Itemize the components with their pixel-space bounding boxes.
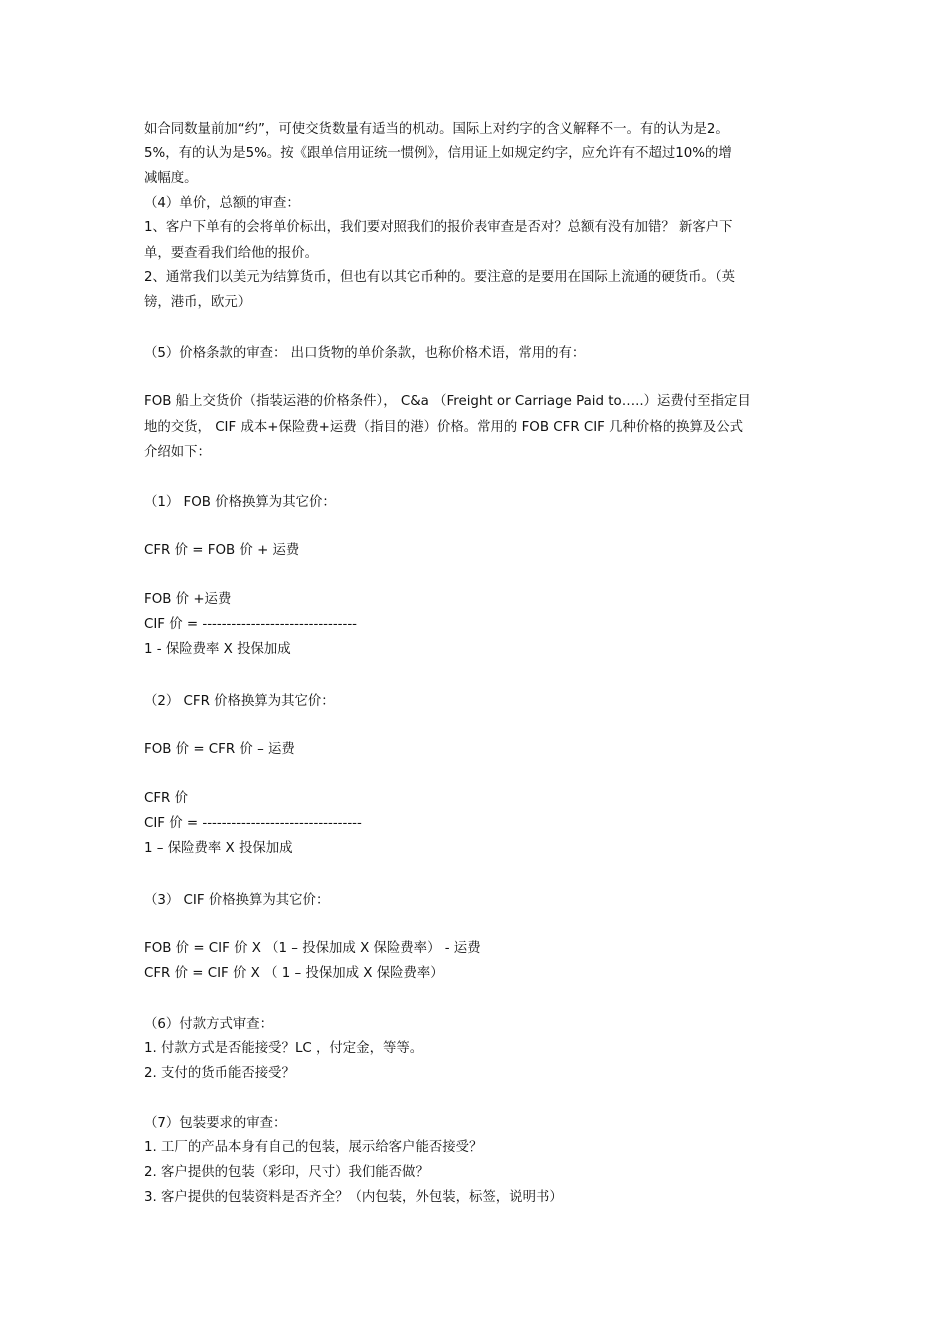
list-item: 1. 工厂的产品本身有自己的包装，展示给客户能否接受？: [144, 1140, 483, 1155]
text-line: 减幅度。: [144, 171, 198, 186]
section-heading: （5）价格条款的审查： 出口货物的单价条款，也称价格术语，常用的有：: [144, 346, 586, 361]
formula-denominator: 1 – 保险费率 X 投保加成: [144, 841, 293, 856]
list-item: 1. 付款方式是否能接受？LC ，付定金，等等。: [144, 1041, 424, 1056]
text-line: 介绍如下：: [144, 445, 211, 460]
text-line: FOB 船上交货价（指装运港的价格条件）， C&a （Freight or Carriage Paid to…..）运费付至指定目: [144, 394, 751, 409]
section-heading: （6）付款方式审查：: [144, 1017, 274, 1032]
formula-line: FOB 价 = CFR 价 – 运费: [144, 742, 295, 757]
text-line: 如合同数量前加“约”，可使交货数量有适当的机动。国际上对约字的含义解释不一。有的认为是2。: [144, 122, 729, 137]
text-line: 地的交货， CIF 成本+保险费+运费（指目的港）价格。常用的 FOB CFR CIF 几种价格的换算及公式: [144, 420, 744, 435]
text-line: 2、通常我们以美元为结算货币，但也有以其它币种的。要注意的是要用在国际上流通的硬货币。（英: [144, 270, 736, 285]
formula-heading: （1） FOB 价格换算为其它价：: [144, 495, 336, 510]
formula-denominator: 1 - 保险费率 X 投保加成: [144, 642, 291, 657]
formula-heading: （3） CIF 价格换算为其它价：: [144, 893, 330, 908]
formula-line: CIF 价 = ---------------------------------: [144, 816, 362, 831]
section-heading: （7）包装要求的审查：: [144, 1116, 287, 1131]
formula-numerator: FOB 价 +运费: [144, 592, 232, 607]
formula-line: CFR 价 = FOB 价 + 运费: [144, 543, 300, 558]
formula-line: CFR 价 = CIF 价 X （ 1 – 投保加成 X 保险费率）: [144, 966, 444, 981]
formula-line: CIF 价 = --------------------------------: [144, 617, 358, 632]
text-line: 5%，有的认为是5%。按《跟单信用证统一惯例》，信用证上如规定约字，应允许有不超过10%的增: [144, 146, 732, 161]
formula-line: FOB 价 = CIF 价 X （1 – 投保加成 X 保险费率） - 运费: [144, 941, 481, 956]
list-item: 3. 客户提供的包装资料是否齐全？（内包装，外包装，标签，说明书）: [144, 1190, 563, 1205]
text-line: 1、客户下单有的会将单价标出，我们要对照我们的报价表审查是否对？总额有没有加错？ 新客户下: [144, 220, 733, 235]
list-item: 2. 支付的货币能否接受？: [144, 1066, 295, 1081]
section-heading: （4）单价，总额的审查：: [144, 196, 300, 211]
list-item: 2. 客户提供的包装（彩印，尺寸）我们能否做？: [144, 1165, 429, 1180]
formula-numerator: CFR 价: [144, 791, 189, 806]
text-line: 单，要查看我们给他的报价。: [144, 246, 319, 261]
text-line: 镑，港币，欧元）: [144, 295, 252, 310]
formula-heading: （2） CFR 价格换算为其它价：: [144, 694, 335, 709]
